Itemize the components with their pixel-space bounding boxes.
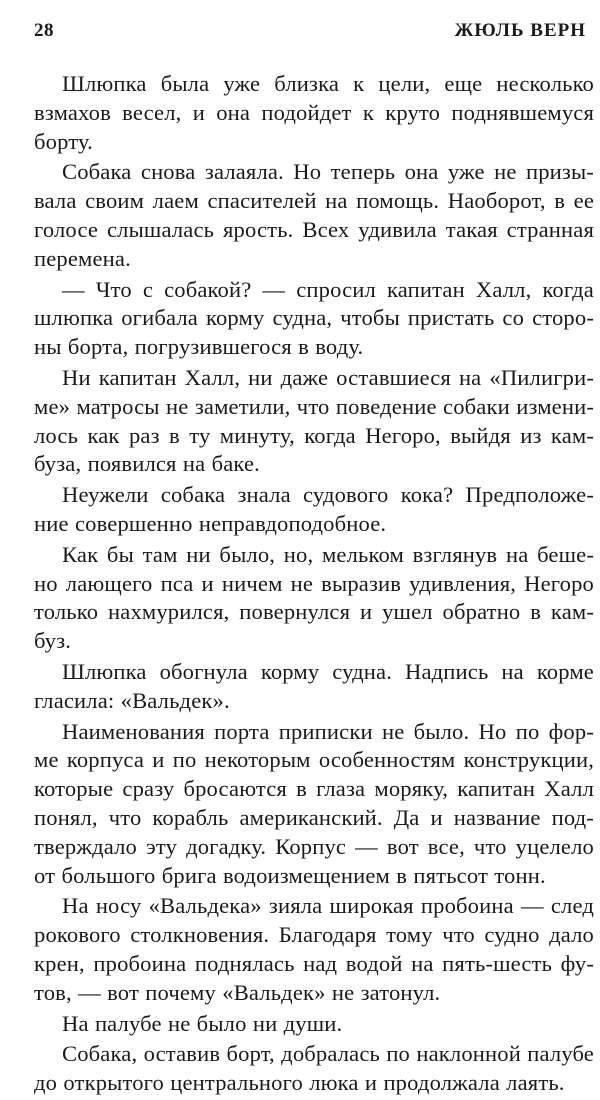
- text-line: от большого брига водоизмещением в пятьсот тонн.: [34, 862, 546, 888]
- body-text: [34, 70, 594, 1100]
- text-line: Как бы там ни было, но, мельком взглянув на беше-: [62, 541, 594, 567]
- text-line: которые сразу бросаются в глаза моряку, капитан Халл: [34, 776, 594, 802]
- text-line: — Что с собакой? — спросил капитан Халл, когда: [62, 276, 594, 302]
- text-line: Шлюпка обогнула корму судна. Надпись на корме: [62, 658, 594, 684]
- text-line: рокового столкновения. Благодаря тому что судно дало: [34, 922, 594, 948]
- text-line: буз.: [34, 628, 72, 654]
- paragraph: [34, 158, 594, 273]
- text-line: борту.: [34, 128, 93, 154]
- text-line: На носу «Вальдека» зияла широкая пробоина — след: [62, 893, 594, 919]
- text-line: тов, — вот почему «Вальдек» не затонул.: [34, 979, 441, 1005]
- text-line: перемена.: [34, 245, 131, 271]
- text-line: ме корпуса и по некоторым особенностям конструкции,: [34, 747, 594, 773]
- text-line: взмахов весел, и она подойдет к круто поднявшемуся: [34, 99, 594, 125]
- text-line: Наименования порта приписки не было. Но по фор-: [62, 718, 594, 744]
- paragraph: [34, 658, 594, 716]
- text-line: буза, появился на баке.: [34, 451, 260, 477]
- text-line: Неужели собака знала судового кока? Предположе-: [62, 482, 594, 508]
- text-line: вала своим лаем спасителей на помощь. Наоборот, в ее: [34, 188, 594, 214]
- page-number: 28: [34, 20, 54, 41]
- text-line: Шлюпка была уже близка к цели, еще несколько: [62, 71, 594, 96]
- paragraph: [34, 276, 594, 362]
- text-line: но лающего пса и ничем не выразив удивления, Негоро: [34, 570, 594, 596]
- text-line: ме» матросы не заметили, что поведение собаки измени-: [34, 393, 594, 419]
- text-line: ние совершенно неправдоподобное.: [34, 510, 387, 536]
- paragraph: [34, 718, 594, 891]
- paragraph: [34, 1010, 594, 1039]
- paragraph: [34, 70, 594, 156]
- text-line: шлюпка огибала корму судна, чтобы пристать со сторо-: [34, 305, 594, 331]
- text-line: На палубе не было ни души.: [62, 1010, 343, 1036]
- running-head: ЖЮЛЬ ВЕРН: [454, 20, 586, 41]
- paragraph: [34, 481, 594, 539]
- text-line: крен, пробоина поднялась над водой на пять-шесть фу-: [34, 950, 594, 976]
- text-line: Ни капитан Халл, ни даже оставшиеся на «Пилигри-: [62, 364, 594, 390]
- paragraph: [34, 1040, 594, 1098]
- text-line: до открытого центрального люка и продолжала лаять.: [34, 1070, 565, 1096]
- paragraph: [34, 541, 594, 656]
- text-line: понял, что корабль американский. Да и название под-: [34, 804, 594, 830]
- text-line: гласила: «Вальдек».: [34, 687, 230, 713]
- text-line: ны борта, погрузившегося в воду.: [34, 334, 364, 360]
- text-line: Собака, оставив борт, добралась по наклонной палубе: [62, 1041, 594, 1067]
- page-header: [34, 18, 586, 44]
- paragraph: [34, 892, 594, 1007]
- paragraph: [34, 364, 594, 479]
- text-line: лось как раз в ту минуту, когда Негоро, выйдя из кам-: [34, 422, 594, 448]
- text-line: Собака снова залаяла. Но теперь она уже не призы-: [62, 159, 594, 185]
- text-line: тверждало эту догадку. Корпус — вот все, что уцелело: [34, 833, 594, 859]
- text-line: только нахмурился, повернулся и ушел обратно в кам-: [34, 599, 594, 625]
- text-line: голосе слышалась ярость. Всех удивила такая странная: [34, 216, 594, 242]
